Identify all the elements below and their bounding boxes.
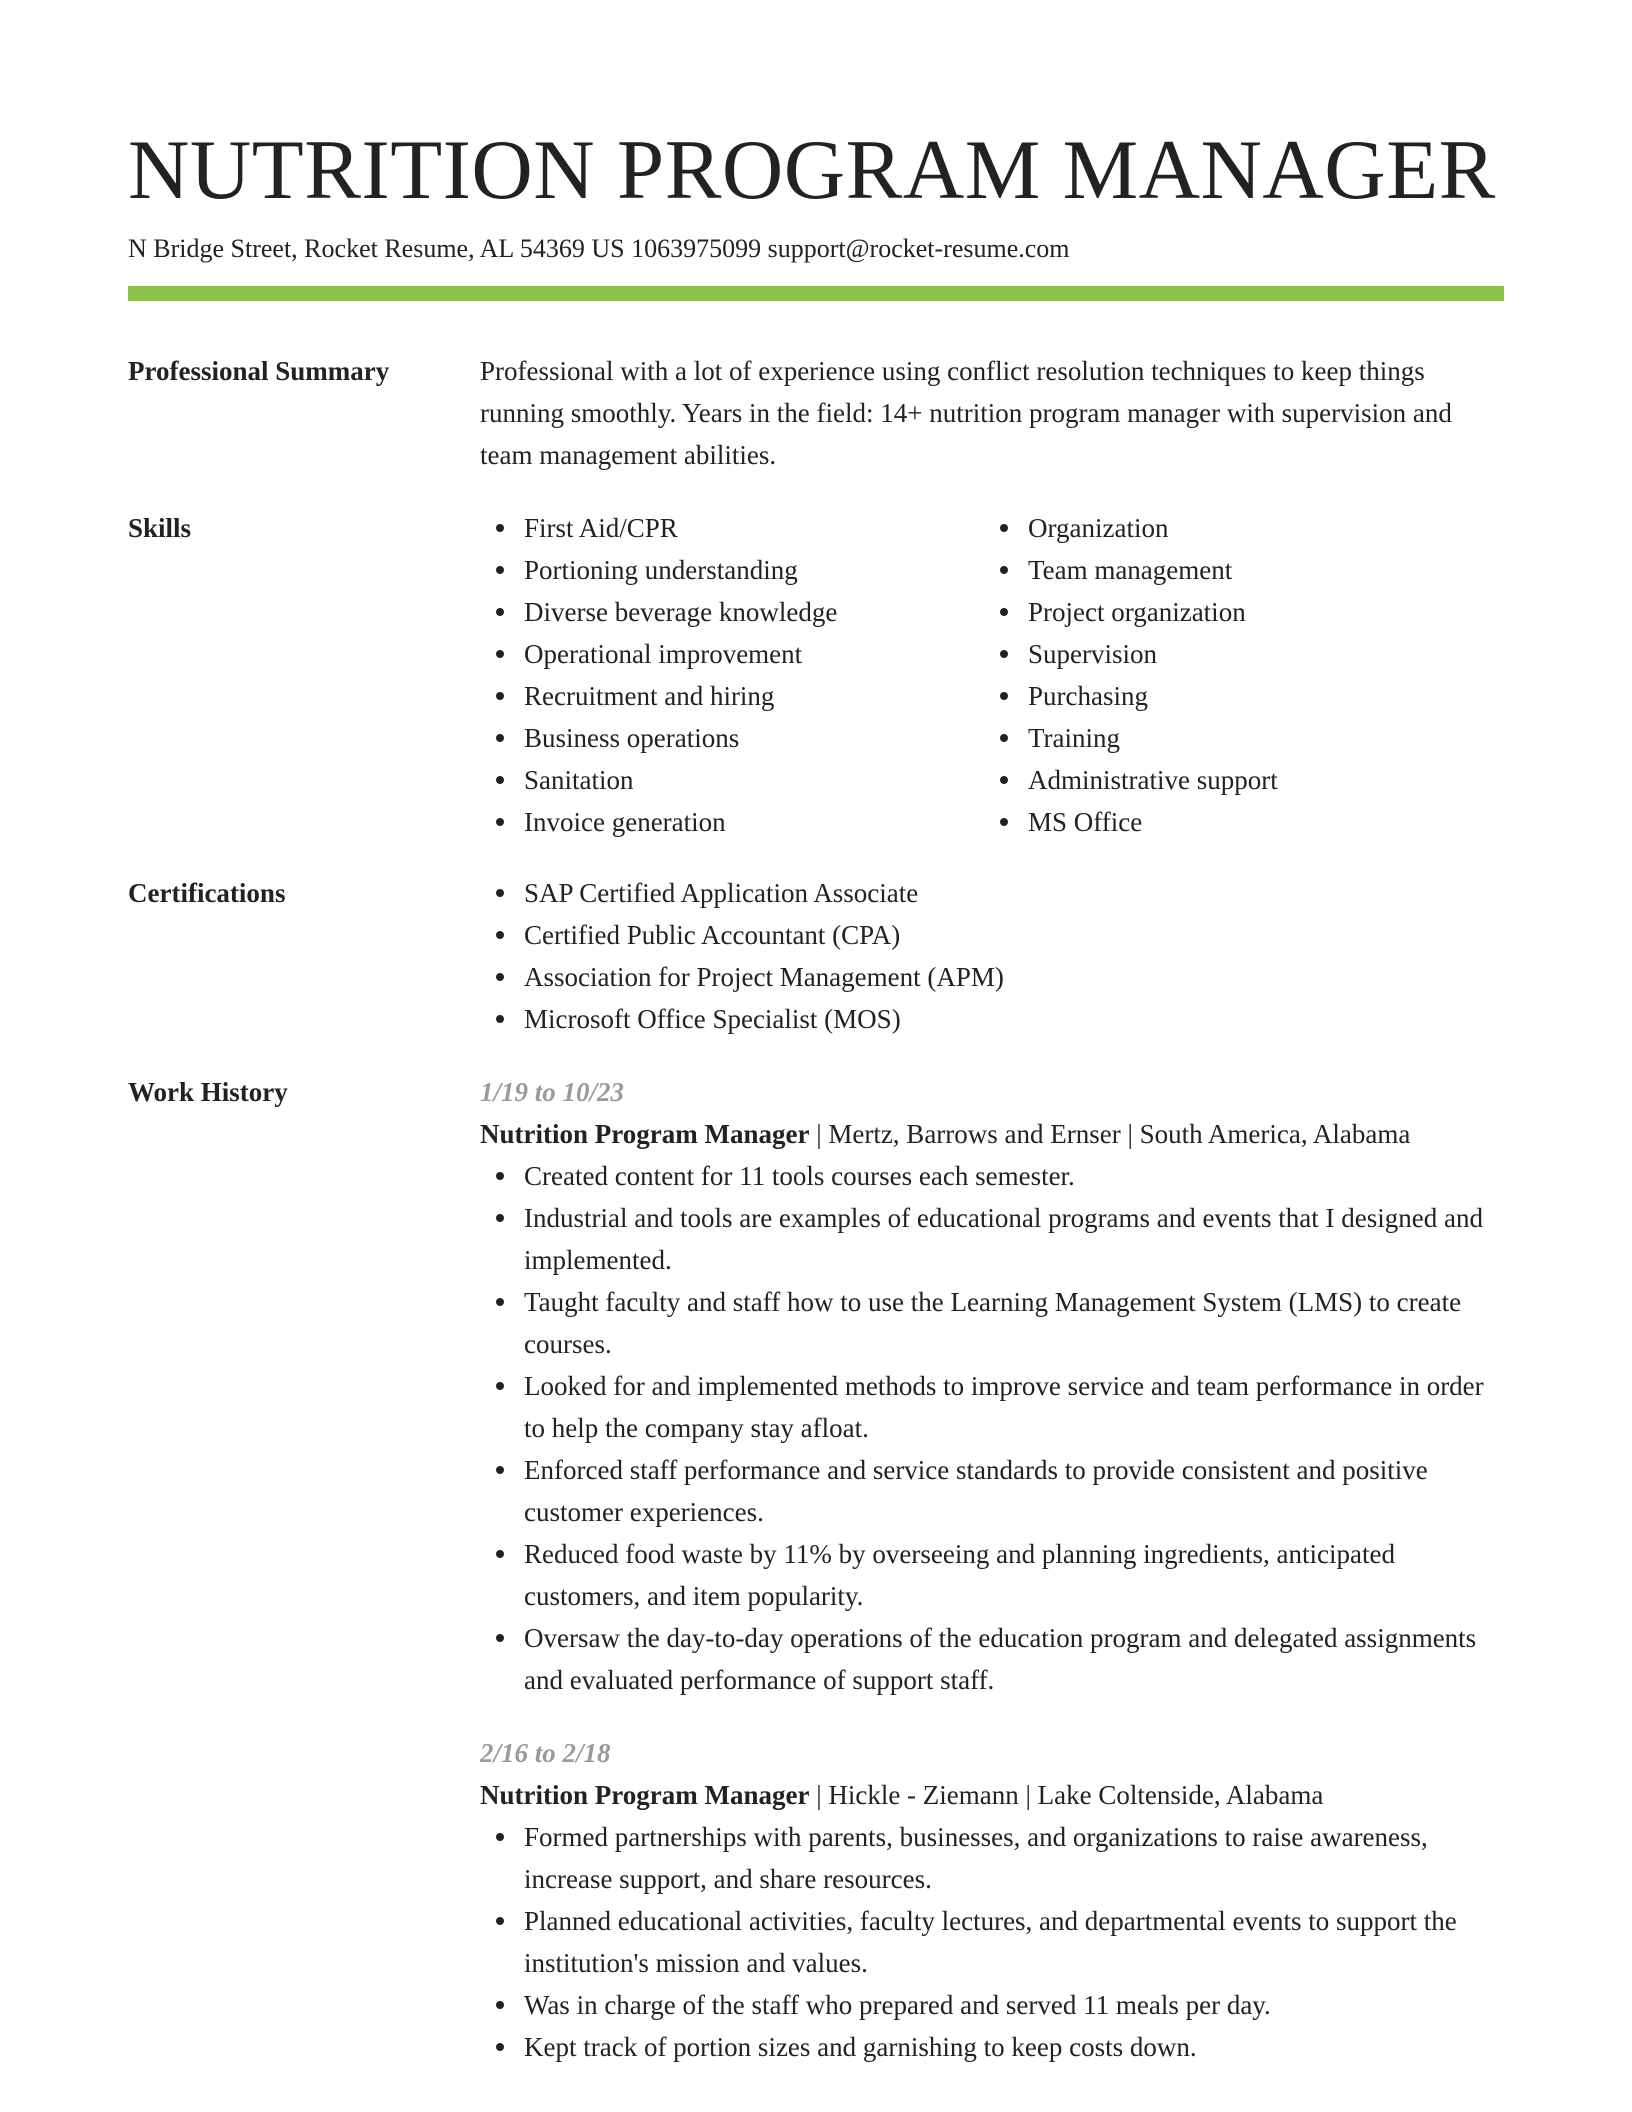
job-dates: 1/19 to 10/23 (480, 1077, 625, 1107)
job-entry (480, 1071, 1504, 1701)
job-bullet: Reduced food waste by 11% by overseeing and planning ingredients, anticipated customers, and item popularity. (480, 1533, 1504, 1617)
skill-item: Organization (984, 507, 1488, 549)
resume-name-heading: NUTRITION PROGRAM MANAGER (128, 123, 1496, 217)
job-bullet: Was in charge of the staff who prepared and served 11 meals per day. (480, 1984, 1504, 2026)
certification-item: Association for Project Management (APM) (480, 956, 1504, 998)
job-bullet: Planned educational activities, faculty lectures, and departmental events to support the institution's mission and values. (480, 1900, 1504, 1984)
job-bullet: Kept track of portion sizes and garnishing to keep costs down. (480, 2026, 1504, 2068)
job-bullet: Taught faculty and staff how to use the Learning Management System (LMS) to create courses. (480, 1281, 1504, 1365)
contact-phone: 1063975099 (631, 234, 762, 263)
job-heading (480, 1774, 1504, 1816)
skill-item: Invoice generation (480, 801, 984, 843)
skill-item: Portioning understanding (480, 549, 984, 591)
job-bullet: Formed partnerships with parents, businesses, and organizations to raise awareness, increase support, and share resources. (480, 1816, 1504, 1900)
job-heading (480, 1113, 1504, 1155)
skill-item: Administrative support (984, 759, 1488, 801)
certification-item: Certified Public Accountant (CPA) (480, 914, 1504, 956)
job-bullet: Created content for 11 tools courses each semester. (480, 1155, 1504, 1197)
contact-line (128, 231, 1070, 267)
certifications-title: Certifications (128, 878, 286, 908)
certifications-list (480, 872, 1504, 1040)
job-details: | Mertz, Barrows and Ernser | South America, Alabama (809, 1119, 1411, 1149)
skill-item: Training (984, 717, 1488, 759)
skill-item: MS Office (984, 801, 1488, 843)
summary-text: Professional with a lot of experience using conflict resolution techniques to keep things running smoothly. Years in the field: 14+ nutrition program manager with supervision and team management abilities. (480, 356, 1452, 470)
skill-item: Diverse beverage knowledge (480, 591, 984, 633)
skill-item: Operational improvement (480, 633, 984, 675)
job-bullet-list (480, 1155, 1504, 1701)
job-bullet: Enforced staff performance and service standards to provide consistent and positive customer experiences. (480, 1449, 1504, 1533)
skill-item: Purchasing (984, 675, 1488, 717)
skill-item: Project organization (984, 591, 1488, 633)
skill-item: Team management (984, 549, 1488, 591)
contact-email: support@rocket-resume.com (767, 234, 1070, 263)
skill-item: Recruitment and hiring (480, 675, 984, 717)
certifications-body (480, 872, 1504, 1040)
job-bullet-list (480, 1816, 1504, 2068)
certification-item: Microsoft Office Specialist (MOS) (480, 998, 1504, 1040)
skill-item: First Aid/CPR (480, 507, 984, 549)
job-bullet: Looked for and implemented methods to improve service and team performance in order to help the company stay afloat. (480, 1365, 1504, 1449)
job-dates: 2/16 to 2/18 (480, 1738, 611, 1768)
summary-body (480, 350, 1504, 476)
job-bullet: Oversaw the day-to-day operations of the education program and delegated assignments and evaluated performance of support staff. (480, 1617, 1504, 1701)
accent-divider (128, 286, 1504, 301)
contact-address: N Bridge Street, Rocket Resume, AL 54369 US (128, 234, 625, 263)
job-entry (480, 1732, 1504, 2068)
certification-item: SAP Certified Application Associate (480, 872, 1504, 914)
skills-list-right (984, 507, 1488, 843)
summary-title: Professional Summary (128, 356, 390, 386)
skills-title: Skills (128, 513, 192, 543)
skill-item: Business operations (480, 717, 984, 759)
work-history-title: Work History (128, 1077, 288, 1107)
job-title: Nutrition Program Manager (480, 1780, 810, 1810)
skill-item: Sanitation (480, 759, 984, 801)
work-history-body (480, 1071, 1504, 2068)
job-title: Nutrition Program Manager (480, 1119, 810, 1149)
job-bullet: Industrial and tools are examples of educational programs and events that I designed and implemented. (480, 1197, 1504, 1281)
job-details: | Hickle - Ziemann | Lake Coltenside, Alabama (809, 1780, 1324, 1810)
skills-grid (480, 507, 1504, 843)
skills-list-left (480, 507, 984, 843)
skill-item: Supervision (984, 633, 1488, 675)
